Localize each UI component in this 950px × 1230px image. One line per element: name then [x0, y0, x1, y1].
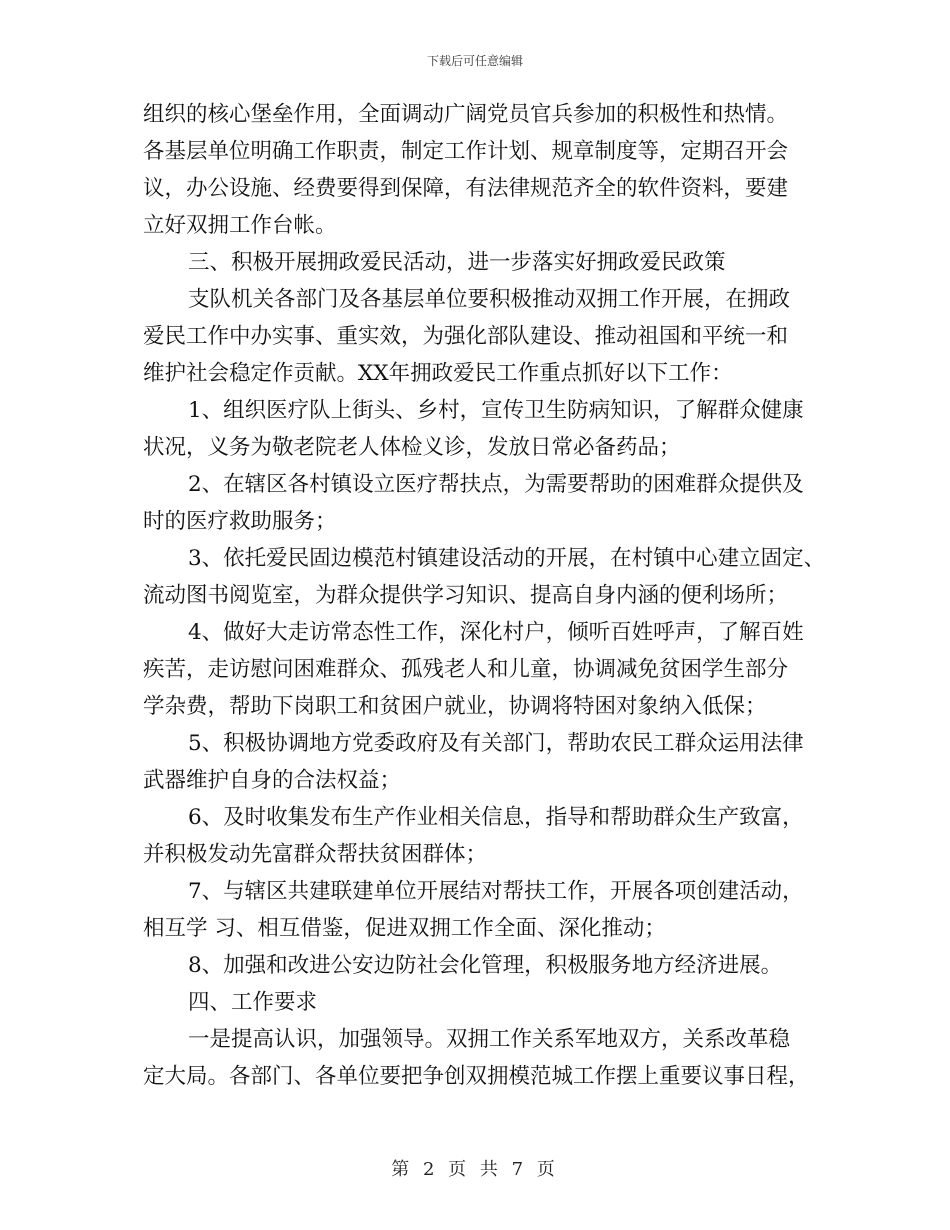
- text-line: 各基层单位明确工作职责，制定工作计划、规章制度等，定期召开会: [143, 139, 789, 164]
- text-line: 一是提高认识，加强领导。双拥工作关系军地双方，关系改革稳: [188, 1027, 791, 1052]
- text-line: 学杂费，帮助下岗职工和贫困户就业，协调将特困对象纳入低保；: [143, 694, 767, 719]
- document-body: [143, 96, 826, 1095]
- text-line: 状况，义务为敬老院老人体检义诊，发放日常必备药品；: [143, 435, 681, 460]
- text-line: 爱民工作中办实事、重实效，为强化部队建设、推动祖国和平统一和: [143, 324, 789, 349]
- page-header: 下载后可任意编辑: [426, 54, 523, 68]
- text-line: 立好双拥工作台帐。: [143, 213, 337, 238]
- text-line: 2、在辖区各村镇设立医疗帮扶点，为需要帮助的困难群众提供及: [188, 472, 804, 497]
- text-line: 武器维护自身的合法权益；: [143, 768, 402, 793]
- text-line: 流动图书阅览室，为群众提供学习知识、提高自身内涵的便利场所；: [143, 583, 789, 608]
- text-line: 相互学 习、相互借鉴，促进双拥工作全面、深化推动；: [143, 916, 666, 941]
- text-line: 议，办公设施、经费要得到保障，有法律规范齐全的软件资料，要建: [143, 176, 789, 201]
- text-line: 三、积极开展拥政爱民活动，进一步落实好拥政爱民政策: [188, 250, 726, 275]
- text-line: 3、依托爱民固边模范村镇建设活动的开展，在村镇中心建立固定、: [188, 546, 826, 571]
- text-line: 维护社会稳定作贡献。XX年拥政爱民工作重点抓好以下工作：: [143, 361, 733, 386]
- text-line: 支队机关各部门及各基层单位要积极推动双拥工作开展，在拥政: [188, 287, 791, 312]
- page-number: 第 2 页 共 7 页: [391, 1159, 559, 1180]
- text-line: 四、工作要求: [188, 990, 318, 1015]
- text-line: 组织的核心堡垒作用，全面调动广阔党员官兵参加的积极性和热情。: [143, 102, 789, 127]
- text-line: 4、做好大走访常态性工作，深化村户，倾听百姓呼声，了解百姓: [188, 620, 804, 645]
- text-line: 并积极发动先富群众帮扶贫困群体；: [143, 842, 488, 867]
- text-line: 8、加强和改进公安边防社会化管理，积极服务地方经济进展。: [188, 953, 783, 978]
- text-line: 定大局。各部门、各单位要把争创双拥模范城工作摆上重要议事日程，: [143, 1064, 810, 1089]
- text-line: 疾苦，走访慰问困难群众、孤残老人和儿童，协调减免贫困学生部分: [143, 657, 789, 682]
- text-line: 1、组织医疗队上街头、乡村，宣传卫生防病知识，了解群众健康: [188, 398, 804, 423]
- text-line: 5、积极协调地方党委政府及有关部门，帮助农民工群众运用法律: [188, 731, 804, 756]
- text-line: 时的医疗救助服务；: [143, 509, 337, 534]
- text-line: 6、及时收集发布生产作业相关信息，指导和帮助群众生产致富，: [188, 805, 804, 830]
- text-line: 7、与辖区共建联建单位开展结对帮扶工作，开展各项创建活动，: [188, 879, 804, 904]
